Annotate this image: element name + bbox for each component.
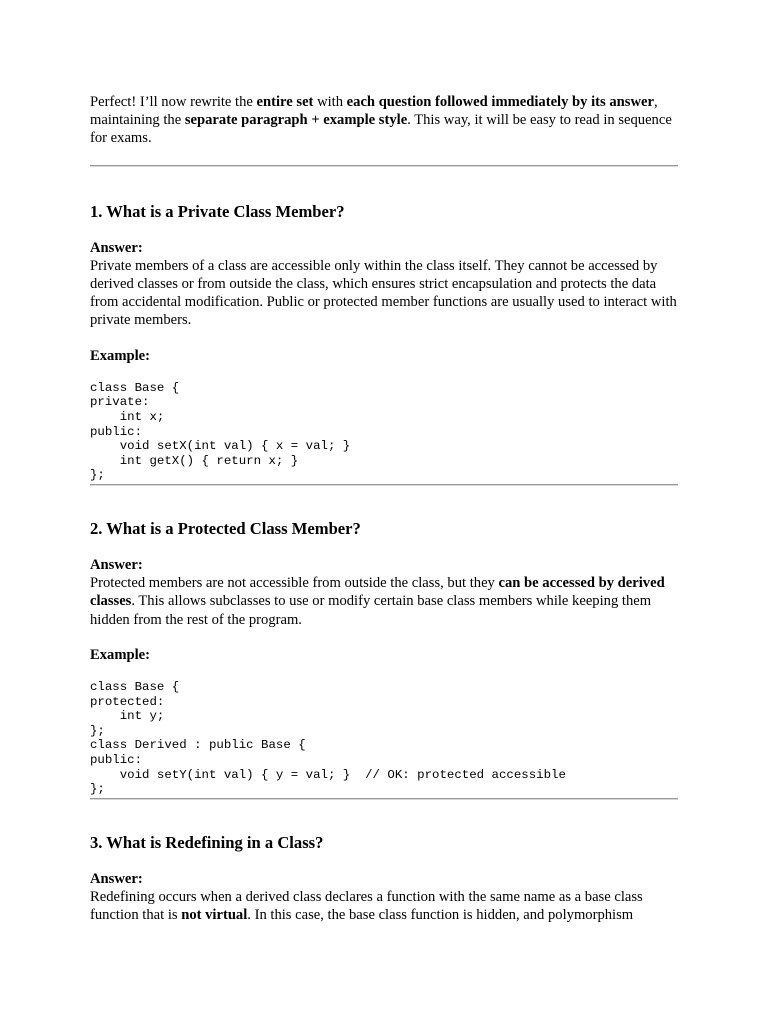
section-2-answer-text-2: . This allows subclasses to use or modify certain base class members while keeping them hidden from the rest of the program. [90, 593, 652, 628]
section-1-answer-text: Private members of a class are accessible only within the class itself. They cannot be accessed by derived classes or from outside the class, which ensures strict encapsulation and protects the data from accidental modification. Public or protected member functions are usually used to interact with private members. [90, 257, 677, 329]
section-2-answer-text-1: Protected members are not accessible from outside the class, but they [90, 575, 499, 592]
intro-text-1: Perfect! I’ll now rewrite the [90, 94, 257, 110]
intro-bold-2: each question followed immediately by its answer [346, 94, 654, 110]
section-3-answer-bold: not virtual [181, 907, 248, 924]
section-1-example-label: Example: [90, 347, 150, 364]
section-1-heading: 1. What is a Private Class Member? [90, 201, 345, 221]
intro-text-4: . This way, it will be easy to read in sequence for exams. [90, 112, 672, 147]
section-2-example-label: Example: [90, 646, 150, 663]
intro-bold-1: entire set [256, 94, 314, 110]
intro-bold-3: separate paragraph + example style [184, 112, 408, 129]
divider-3 [90, 798, 678, 800]
section-2-answer-bold: can be accessed by derived classes [90, 575, 665, 610]
intro-paragraph [90, 93, 678, 148]
section-2-answer-text [90, 574, 678, 629]
section-2-answer-label: Answer: [90, 556, 143, 573]
section-1-code-block: class Base { private: int x; public: void setX(int val) { x = val; } int getX() { return x; } }; [90, 380, 351, 483]
document-page [90, 93, 678, 924]
intro-text-3: , maintaining the [90, 94, 658, 129]
divider-1 [90, 165, 678, 167]
divider-2 [90, 484, 678, 486]
section-3-heading: 3. What is Redefining in a Class? [90, 832, 324, 852]
section-1-answer-label: Answer: [90, 239, 143, 256]
section-3-answer-label: Answer: [90, 870, 143, 887]
section-3-answer-text-2: . In this case, the base class function is hidden, and polymorphism [247, 907, 634, 924]
section-3-answer-text [90, 888, 678, 924]
section-2-heading: 2. What is a Protected Class Member? [90, 518, 361, 538]
section-3-answer-text-1: Redefining occurs when a derived class declares a function with the same name as a base class function that is [90, 888, 643, 924]
intro-text-2: with [313, 94, 347, 110]
section-2-code-block: class Base { protected: int y; }; class Derived : public Base { public: void setY(int val) { y = val; } // OK: protected accessible }; [90, 680, 566, 797]
